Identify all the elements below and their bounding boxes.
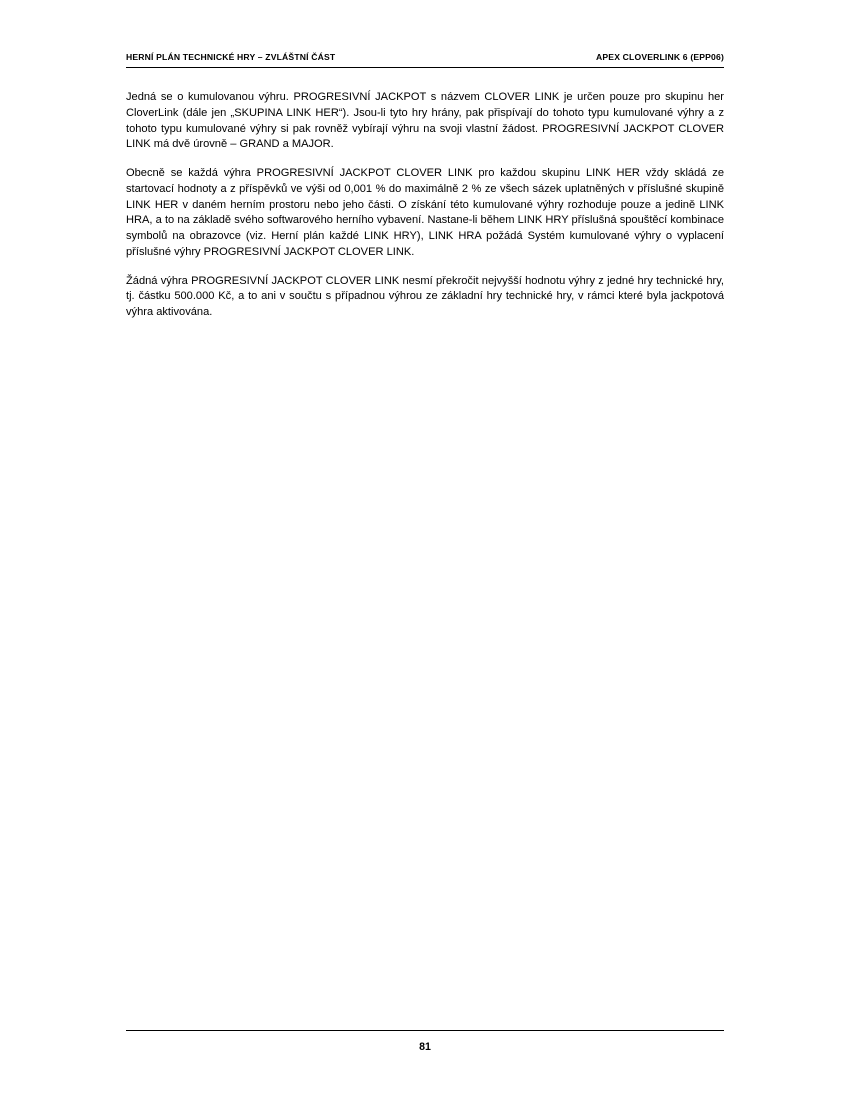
body-text <box>126 90 724 321</box>
paragraph-2: Obecně se každá výhra PROGRESIVNÍ JACKPOT CLOVER LINK pro každou skupinu LINK HER vždy skládá ze startovací hodnoty a z příspěvků ve výši od 0,001 % do maximálně 2 % ze všech sázek uplatněných v příslušné skupině LINK HER v daném herním prostoru nebo jeho části. O získání této kumulované výhry rozhoduje pouze a jedině LINK HRA, a to na základě svého softwarového herního vybavení. Nastane-li během LINK HRY příslušná spouštěcí kombinace symbolů na obrazovce (viz. Herní plán každé LINK HRY), LINK HRA požádá Systém kumulované výhry o vyplacení příslušné výhry PROGRESIVNÍ JACKPOT CLOVER LINK. <box>126 167 724 258</box>
page-content <box>126 52 724 321</box>
footer-divider <box>126 1030 724 1031</box>
header-title-right: APEX CLOVERLINK 6 (EPP06) <box>596 52 724 62</box>
page-header <box>126 52 724 67</box>
page-footer <box>126 1030 724 1053</box>
paragraph-3: Žádná výhra PROGRESIVNÍ JACKPOT CLOVER LINK nesmí překročit nejvyšší hodnotu výhry z jedné hry technické hry, tj. částku 500.000 Kč, a to ani v součtu s případnou výhrou ze základní hry technické hry, v rámci které byla jackpotová výhra aktivována. <box>126 274 724 318</box>
page-number: 81 <box>419 1041 431 1053</box>
paragraph-1: Jedná se o kumulovanou výhru. PROGRESIVNÍ JACKPOT s názvem CLOVER LINK je určen pouze pro skupinu her CloverLink (dále jen „SKUPINA LINK HER“). Jsou-li tyto hry hrány, pak přispívají do tohoto typu kumulované výhry a z tohoto typu kumulované výhry si pak rovněž vybírají výhru na svoji vlastní žádost. PROGRESIVNÍ JACKPOT CLOVER LINK má dvě úrovně – GRAND a MAJOR. <box>126 91 724 151</box>
header-divider <box>126 67 724 68</box>
header-title-left: HERNÍ PLÁN TECHNICKÉ HRY – ZVLÁŠTNÍ ČÁST <box>126 52 336 62</box>
